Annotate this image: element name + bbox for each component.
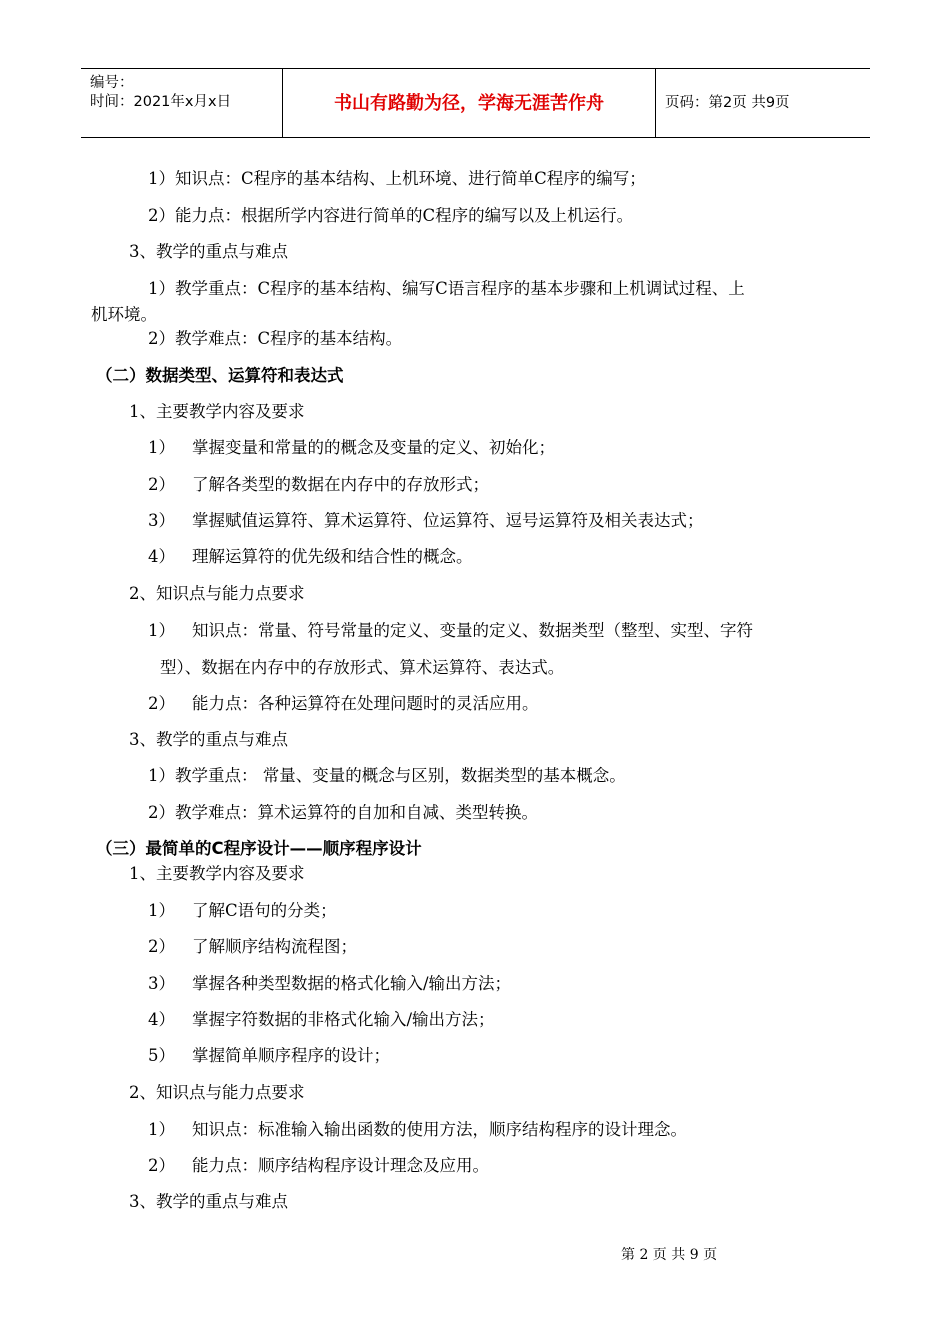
line-text: 掌握各种类型数据的格式化输入/输出方法； [192,974,512,993]
line-text: 能力点：各种运算符在处理问题时的灵活应用。 [192,694,539,713]
item-number: 2） [148,694,175,713]
line-text: 1）教学重点：C程序的基本结构、编写C语言程序的基本步骤和上机调试过程、上 [148,279,745,298]
text-line [148,437,555,459]
text-line [148,693,539,715]
text-line [148,1155,489,1177]
item-number: 1） [148,1120,175,1139]
text-line [129,863,305,885]
line-text: 2、知识点与能力点要求 [129,1083,305,1102]
page-header [81,68,870,138]
section-heading [96,365,344,387]
line-text: 2、知识点与能力点要求 [129,584,305,603]
line-text: 3、教学的重点与难点 [129,242,288,261]
line-text: （二）数据类型、运算符和表达式 [96,366,344,385]
item-number: 4） [148,547,175,566]
number-label: 编号： [90,75,134,91]
text-line [148,1119,687,1141]
line-text: 掌握字符数据的非格式化输入/输出方法； [192,1010,495,1029]
text-line [148,802,538,824]
text-line [148,1009,495,1031]
line-text: 了解顺序结构流程图； [192,937,357,956]
text-line [148,278,745,300]
line-text: 能力点：顺序结构程序设计理念及应用。 [192,1156,489,1175]
text-line [129,401,305,423]
item-number: 2） [148,1156,175,1175]
line-text: 2）能力点：根据所学内容进行简单的C程序的编写以及上机运行。 [148,206,634,225]
header-motto-cell [283,69,656,137]
text-line [129,583,305,605]
page-info: 页码：第2页 共9页 [665,95,790,111]
line-text: 1）知识点：C程序的基本结构、上机环境、进行简单C程序的编写； [148,169,646,188]
item-number: 1） [148,438,175,457]
line-text: 掌握简单顺序程序的设计； [192,1046,390,1065]
line-text: 2）教学难点：C程序的基本结构。 [148,329,403,348]
time-label: 时间：2021年x月x日 [90,94,232,110]
item-number: 4） [148,1010,175,1029]
line-text: 1）教学重点： 常量、变量的概念与区别，数据类型的基本概念。 [148,766,626,785]
text-line [129,729,288,751]
text-line [91,304,157,326]
text-line [148,1045,390,1067]
text-line [148,474,489,496]
text-line [160,657,564,679]
line-text: 3、教学的重点与难点 [129,1192,288,1211]
text-line [129,241,288,263]
header-meta-cell [81,69,283,137]
line-text: 1、主要教学内容及要求 [129,864,305,883]
item-number: 1） [148,901,175,920]
line-text: 型）、数据在内存中的存放形式、算术运算符、表达式。 [160,658,565,677]
line-text: 掌握变量和常量的的概念及变量的定义、初始化； [192,438,555,457]
page-footer: 第 2 页 共 9 页 [621,1247,718,1263]
text-line [148,936,357,958]
line-text: （三）最简单的C程序设计——顺序程序设计 [96,839,422,858]
item-number: 1） [148,621,175,640]
text-line [148,168,646,190]
line-text: 知识点：标准输入输出函数的使用方法，顺序结构程序的设计理念。 [192,1120,687,1139]
header-page-cell [656,69,870,137]
motto: 书山有路勤为径，学海无涯苦作舟 [334,93,604,114]
text-line [148,765,626,787]
text-line [148,620,753,642]
item-number: 3） [148,511,175,530]
text-line [129,1082,305,1104]
item-number: 3） [148,974,175,993]
text-line [148,900,337,922]
text-line [148,205,633,227]
section-heading [96,838,422,860]
line-text: 1、主要教学内容及要求 [129,402,305,421]
line-text: 2）教学难点：算术运算符的自加和自减、类型转换。 [148,803,538,822]
line-text: 机环境。 [91,305,157,324]
line-text: 掌握赋值运算符、算术运算符、位运算符、逗号运算符及相关表达式； [192,511,704,530]
line-text: 理解运算符的优先级和结合性的概念。 [192,547,473,566]
item-number: 5） [148,1046,175,1065]
line-text: 了解C语句的分类； [192,901,337,920]
item-number: 2） [148,937,175,956]
text-line [148,973,511,995]
text-line [148,328,402,350]
line-text: 知识点：常量、符号常量的定义、变量的定义、数据类型（整型、实型、字符 [192,621,753,640]
text-line [129,1191,288,1213]
text-line [148,510,704,532]
line-text: 3、教学的重点与难点 [129,730,288,749]
item-number: 2） [148,475,175,494]
text-line [148,546,473,568]
line-text: 了解各类型的数据在内存中的存放形式； [192,475,489,494]
